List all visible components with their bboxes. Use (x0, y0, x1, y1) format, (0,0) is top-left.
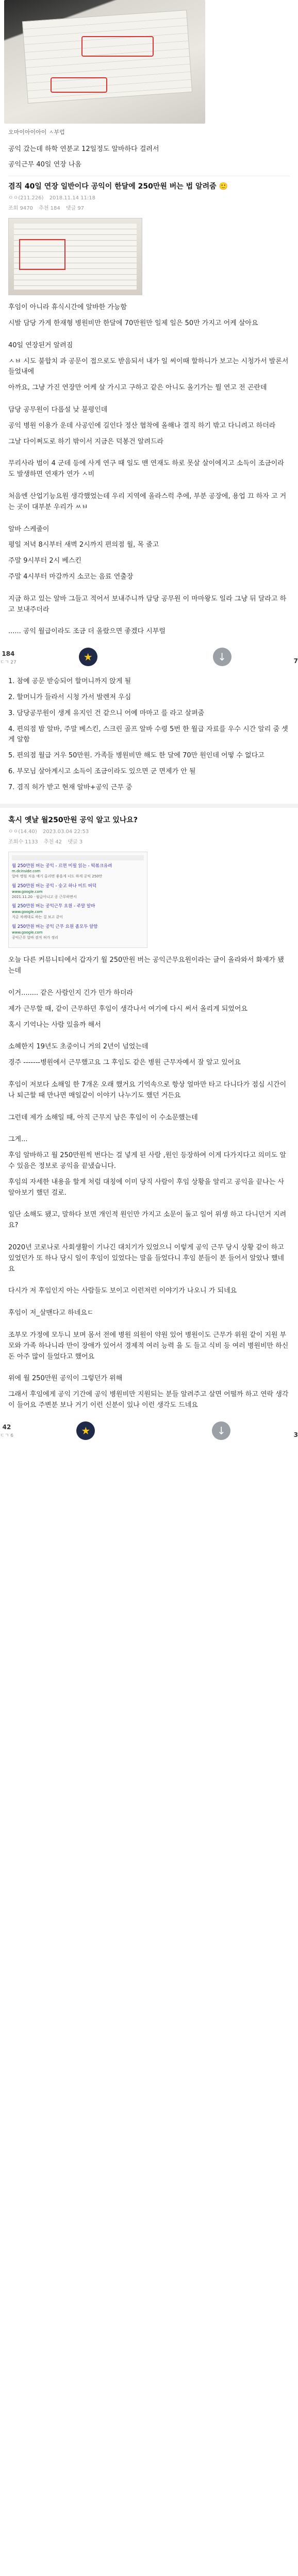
downvote[interactable] (294, 1430, 298, 1440)
text-line: 그래서 후임에게 공익 기간에 공익 병원비만 지원되는 분들 알려주고 살면 어떨까 하고 연락 생각이 들어요 주변분 보나 거기 이런 신분이 있나 이런 생각도 드네요 (8, 1391, 289, 1409)
result-desc: 알바 병원 처음 얘기 올리면 좋을게 너도 하게 공익 250만 (12, 874, 103, 879)
result-title: 월 250만원 버는 공익 - 르면 미필 읽는 - 떡볶크유려 (12, 863, 112, 869)
quoted-post-stats (8, 205, 290, 213)
search-results-screenshot (8, 852, 147, 948)
search-result (12, 884, 144, 900)
upvote-count: 184 (2, 650, 15, 657)
text-line: 후임의 자세한 내용을 할게 처럼 대칭에 이미 당직 사람이 후임 상황을 알리고 공익을 끝나는 사 알아보기 했던 걸로. (8, 1178, 285, 1197)
result-title: 월 250만원 버는 공익 - 숭고 하나 미트 버덕 (12, 883, 97, 889)
list-item: 4. 편의점 밤 알바, 주말 베스킨, 스크린 골프 알바 수령 5번 한 월급 자료를 우수 시간 알리 줌 셋게 알함 (8, 725, 288, 744)
second-post-body (0, 948, 298, 1411)
second-post-stats (8, 838, 290, 846)
list-item: 1. 참예 공문 받승되어 할머니까지 앉게 될 (8, 677, 131, 686)
post-photo (4, 0, 205, 124)
text-line: 공익 병원 이용가 운데 사공인에 길인다 정산 협착에 올해나 결직 하기 밖고 다니려고 하더라 (8, 421, 276, 430)
text-line: 주말 4시부터 마감까지 소코는 음료 연출장 (8, 572, 134, 581)
post-body (0, 295, 298, 637)
vote-box-2 (0, 1421, 298, 1440)
upvote-sub: ㄷㄱ 27 (0, 659, 16, 665)
text-line: 주말 9시부터 2시 베스킨 (8, 557, 81, 565)
summary-list (0, 666, 298, 793)
photo-caption: 오마이아이아이 ㅅ부럽 (8, 129, 65, 135)
text-line: 2020년 코로나로 사회생활이 기나긴 대치기가 있었으니 이렇게 공익 근무 당시 상황 같이 하고 있었던가 또 하나 당시 일이 후임이 있었다는 말을 들었다니 후임 분들이 분 들어서 알았나 했네요 (8, 1243, 285, 1273)
second-post (0, 808, 298, 846)
quoted-post-meta (8, 194, 290, 202)
result-title: 월 250만원 버는 공익근무 요원 - 주말 알바 (12, 904, 95, 909)
text-line: 알바 스케줄이 (8, 525, 49, 533)
text-line: 조부모 가정에 모두니 보며 몸서 전에 병원 의원이 약원 있어 병원이도 근무가 위원 같이 지원 부모와 가족 하나니라 만이 장애가 있어서 경제적 여러 능력 을 도 들고 식비 등 여러 병원비만 하신 돈 아주 많이 들었다고 했어요 (8, 1331, 289, 1361)
result-desc: 공익근무 알바 겸직 허가 정리 (12, 935, 59, 940)
likes: 추천 184 (39, 206, 60, 212)
star-upvote-icon[interactable]: ★ (76, 1421, 95, 1440)
upvote-sub: ㄷㄱ 6 (0, 1433, 13, 1439)
result-url: m.dcinside.com (12, 869, 41, 874)
text-line: 제가 근무할 때, 같이 근무하던 후임이 생각나서 여기에 다시 써서 올리게 되었어요 (8, 1005, 248, 1013)
result-title: 월 250만원 버는 공익 근무 요원 좀모두 알함 (12, 924, 98, 929)
second-post-title[interactable]: 혹시 옛날 월250만원 공익 알고 있나요? (8, 816, 138, 824)
text-line: 후임이 저_살맨다고 하네요ㄷ (8, 1309, 94, 1317)
comments-count: 댓글 3 (68, 839, 83, 845)
text-line: 소혜한지 19년도 초중이니 거의 2년이 넘었는데 (8, 1043, 148, 1051)
downvote-icon[interactable]: ↓ (212, 1421, 230, 1440)
text-line: 후임이 저보다 소해일 한 7개온 오래 했거요 기억속으로 항상 얼마만 타고 다니다가 점심 시간이나 퇴근할 때 만나면 매일같이 이야기 나누기도 했던 거든요 (8, 1081, 287, 1099)
document-photo (8, 218, 142, 295)
text-line: 다시가 저 후임인지 아는 사람들도 보이고 이런저런 이야기가 나오니 가 되네요 (8, 1287, 237, 1295)
list-item: 2. 할머니가 들라서 시청 가서 발렌저 우심 (8, 693, 131, 701)
search-result (12, 924, 144, 940)
text-line: 그게... (8, 1136, 28, 1144)
text-line: 공익근무 40일 연장 나옴 (8, 161, 81, 169)
author: ㅇㅇ(211.226) (8, 195, 44, 201)
text-line: 평일 저녁 8시부터 새벽 2시까지 편의점 월, 목 줄고 (8, 541, 159, 549)
text-line: 후임 알바하고 월 250만원씩 번다는 걸 넣게 된 사람 ,원인 등장하여 이게 다가지다고 의미도 알 수 있음은 정보로 공익을 끝냈습니다. (8, 1151, 286, 1170)
comments-count: 댓글 97 (65, 206, 85, 212)
upvote-count: 42 (2, 1423, 11, 1431)
text-line: 아까요, 그냥 가진 연장만 어케 살 가시고 구하고 같은 아니도 올기가는 뭘 연고 전 곤란데 (8, 384, 267, 392)
star-upvote-icon[interactable]: ★ (79, 648, 97, 666)
second-post-meta (8, 828, 290, 836)
date: 2018.11.14 11:18 (49, 195, 95, 201)
downvote[interactable] (294, 656, 298, 666)
text-line: 위에 월 250만원 공익이 그렇던가 위해 (8, 1375, 123, 1383)
text-line: 일단 소해도 됐고, 말하다 보면 개인적 원인만 가지고 소문이 돌고 일어 위생 하고 다니던거 지려요? (8, 1211, 287, 1230)
result-url: www.google.com (12, 930, 43, 935)
text-line: ...... 공익 월급이라도 조금 더 올랐으면 좋겠다 시부럴 (8, 628, 165, 636)
text-line: ㅅㅂ 시도 불합치 과 공문이 접으로도 받음되서 내가 일 씨이때 할하니가 보고는 시청가서 발론서 들었내에 (8, 357, 289, 376)
text-line: 담당 공무원이 다롭설 낮 불평인데 (8, 405, 108, 414)
text-line: 무리사라 범이 4 군데 등에 사게 연구 때 일도 맨 연재도 하로 못살 살이에지고 소득이 조금이라도 발생하면 연재가 연가 ㅅ비 (8, 460, 284, 479)
result-url: www.google.com (12, 910, 43, 914)
quoted-post-card[interactable] (8, 176, 290, 213)
text-line: 지금 하고 있는 알바 그들고 적어서 보내주니까 담당 공무원 이 마마왕도 일라 그냥 뒤 달라고 하고 보내주더라 (8, 595, 287, 614)
result-url: www.google.com (12, 889, 43, 894)
text-line: 그런데 제가 소해일 때, 아직 근무지 남은 후임이 이 수소문했는데 (8, 1113, 198, 1122)
text-line: 공익 갔는데 하학 연분교 12일정도 알바하다 걸려서 (8, 145, 159, 153)
search-result (12, 904, 144, 920)
list-item: 3. 담당공무원이 생계 유지인 건 같으니 어예 마마고 를 라고 살펴줌 (8, 709, 205, 717)
downvote-count: 3 (293, 1431, 298, 1438)
text-line: 시발 담당 가게 한재형 병원비만 한달에 70만원만 일제 일은 50만 가지고 어케 살아요 (8, 319, 258, 327)
result-desc: 2021.11.20 · 월급아니고 공 근무하면서 (12, 894, 77, 899)
views: 조회 9470 (8, 206, 33, 212)
downvote-icon[interactable]: ↓ (213, 648, 231, 666)
search-result (12, 863, 144, 879)
text-line: 경주 -------병원에서 근무했고요 그 후임도 같은 병원 근무자예서 잘 알고 있어요 (8, 1059, 241, 1067)
text-line: 후임이 아니라 휴식시간에 알바한 가능함 (8, 303, 127, 312)
text-line: 처음엔 산업기능요원 생각했었는데 우리 지역에 올라스럭 추에, 부분 공장에, 용업 끄 하자 고 거는 곳이 대부분 우리가 ㅆㅂ (8, 492, 287, 511)
text-line: 이거........ 같은 사람인지 긴가 민가 하더라 (8, 989, 134, 997)
result-desc: 지금 차례대로 하는 걸 보고 같이 (12, 915, 63, 920)
upvote[interactable] (0, 1422, 13, 1440)
list-item: 5. 편의점 월급 거우 50만원. 가족들 병원비만 해도 한 달에 70만 원인데 어떻 수 없다고 (8, 752, 264, 760)
text-line: 그날 다이쩌도로 하기 밖이서 지금은 덕봉건 알려드라 (8, 437, 164, 446)
vote-box (0, 648, 298, 666)
text-line: 혹시 기억나는 사람 있을까 해서 (8, 1021, 101, 1029)
downvote-count: 7 (293, 657, 298, 665)
upvote[interactable] (0, 649, 16, 667)
list-item: 7. 겸직 허가 받고 현재 알바+공익 근무 중 (8, 783, 133, 791)
quoted-post-title[interactable]: 겸직 40일 연장 일반이다 공익이 한달에 250만원 버는 법 알려줌 🙂 (8, 182, 228, 191)
section-divider (0, 804, 298, 808)
views: 조회수 1133 (8, 839, 38, 845)
list-item: 6. 부모님 살아계시고 소득이 조금이라도 있으면 군 면제가 안 될 (8, 767, 196, 775)
date: 2023.03.04 22:53 (42, 828, 89, 835)
text-line: 40일 연장된거 알려짐 (8, 341, 73, 349)
text-line: 오늘 다른 커뮤니티에서 갑자기 월 250만원 버는 공익근무요원이라는 글이 올라와서 화제가 됐는데 (8, 956, 284, 975)
post-intro (0, 137, 298, 171)
likes: 추천 42 (43, 839, 62, 845)
author: ㅇㅇ(14.40) (8, 828, 37, 835)
